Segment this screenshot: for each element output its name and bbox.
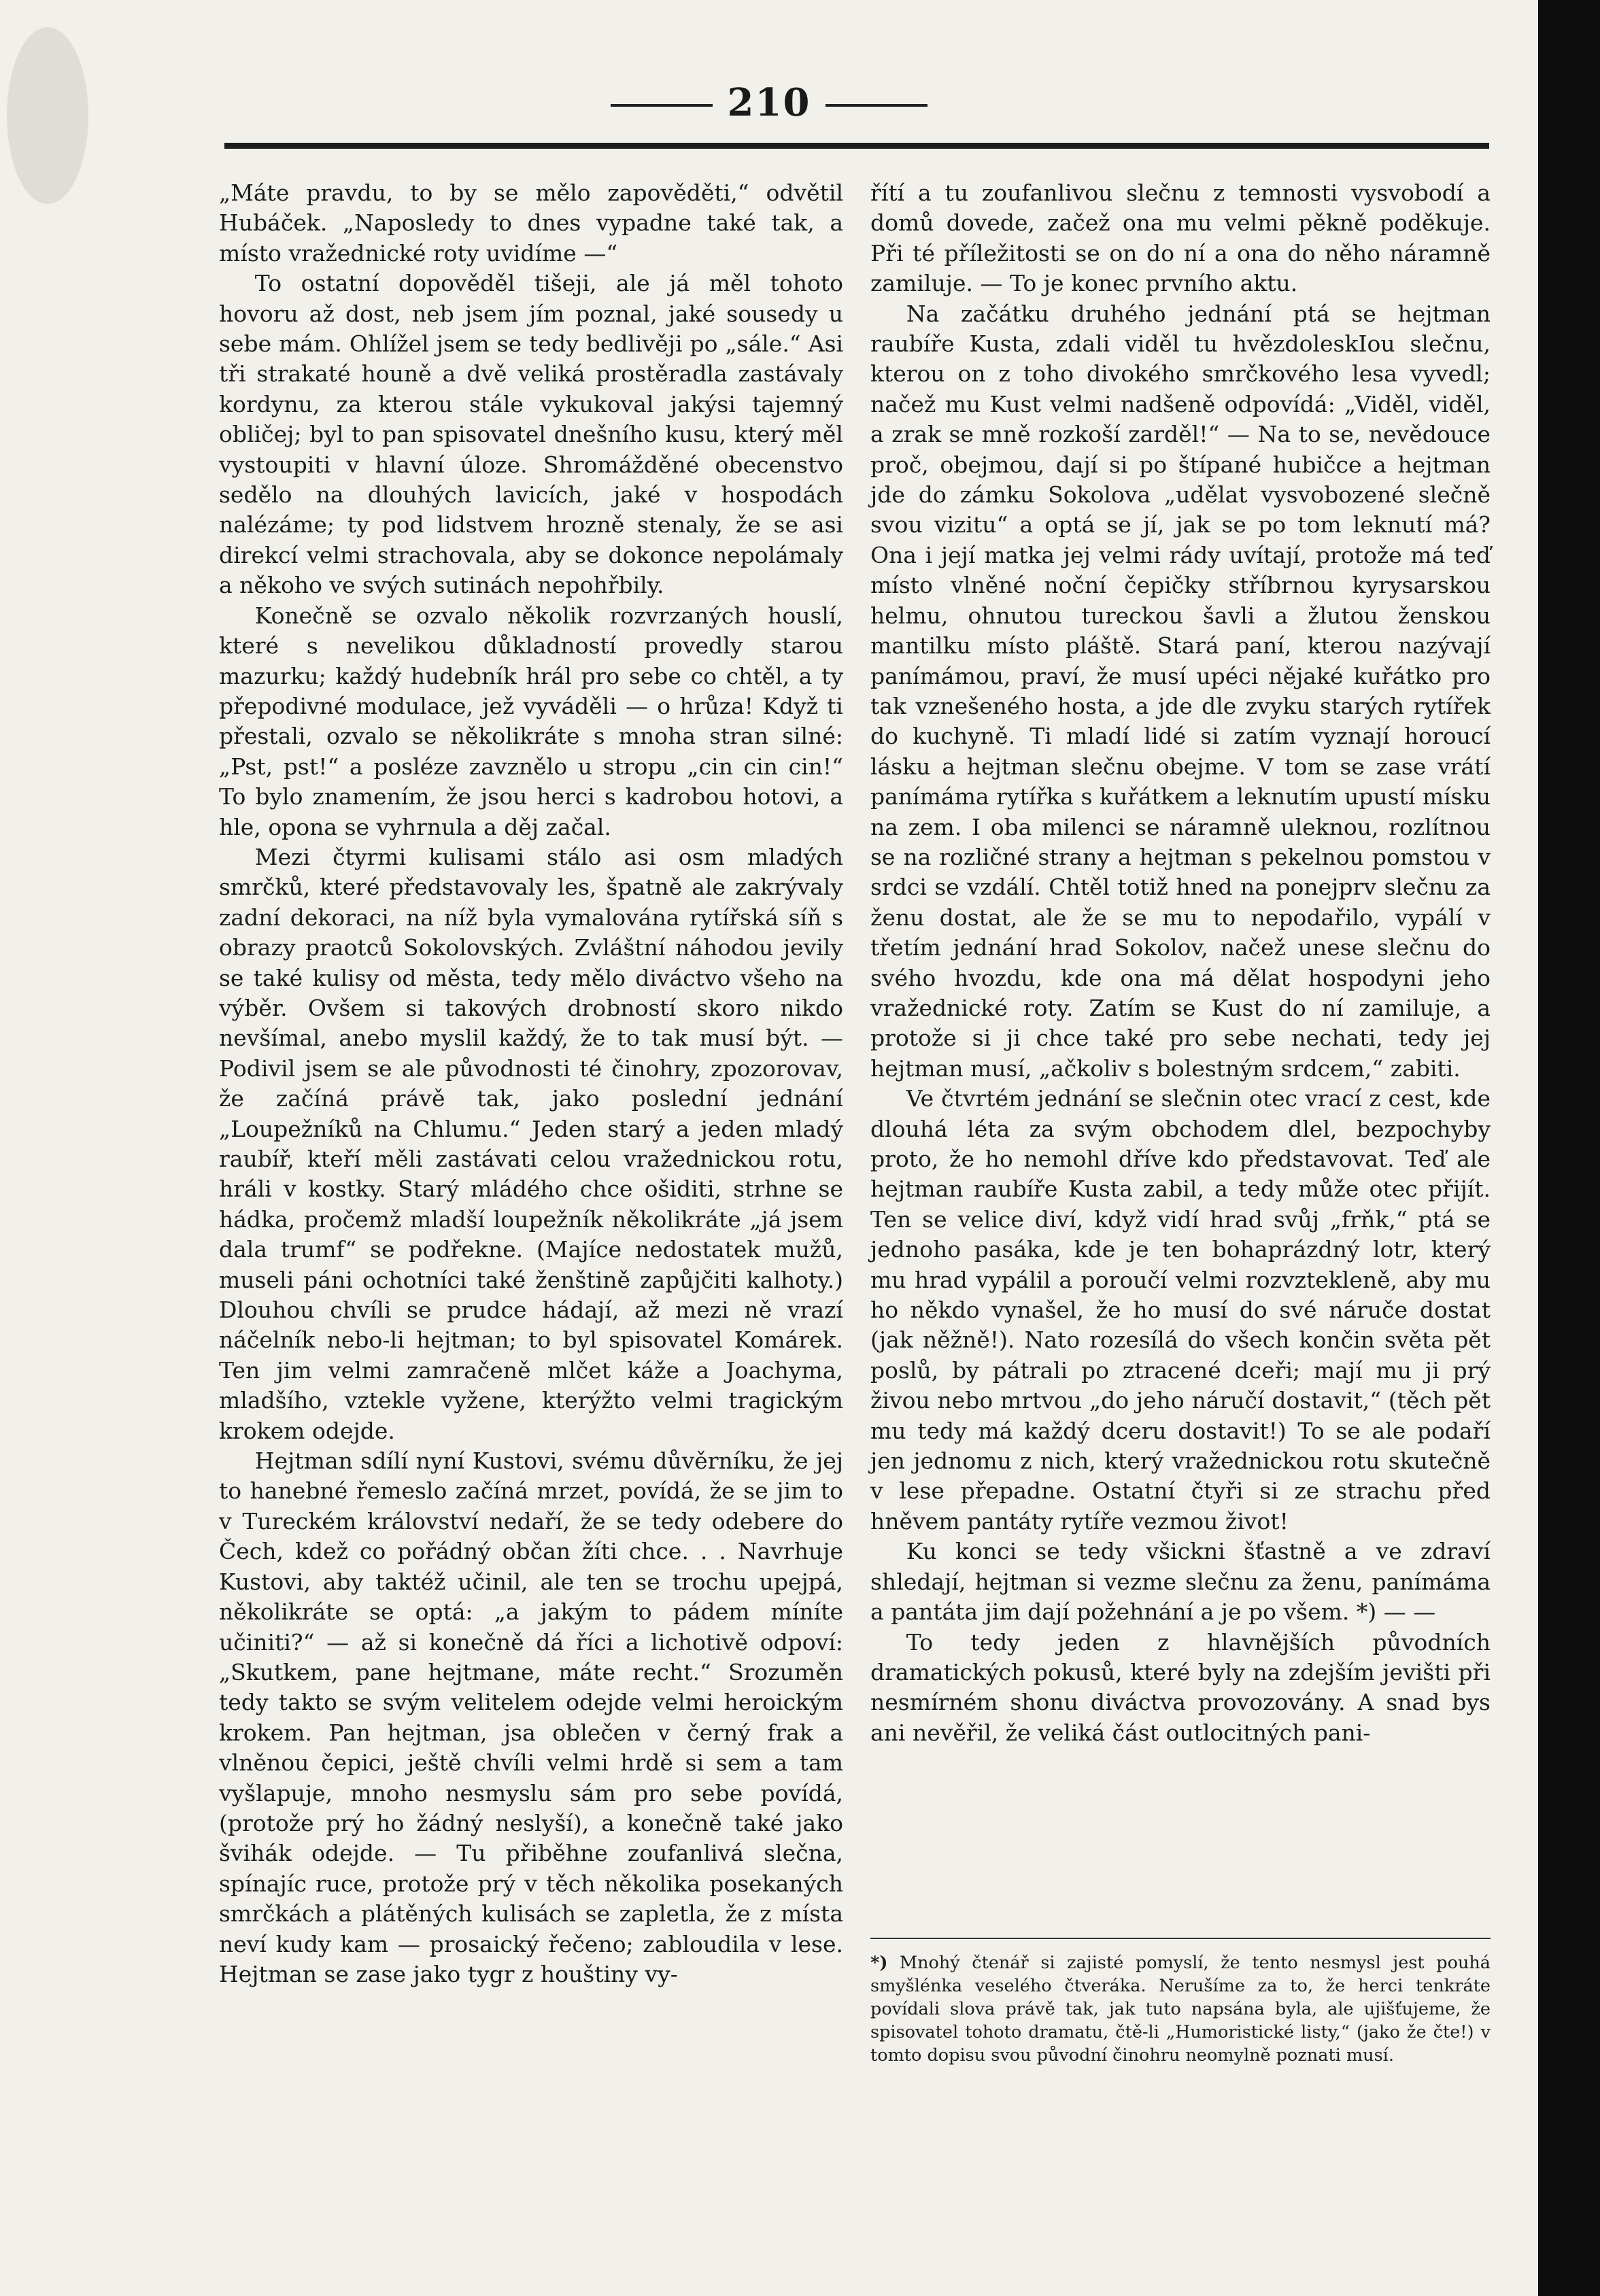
footnote-rule	[870, 1938, 1491, 1939]
right-paragraph-3: Ve čtvrtém jednání se slečnin otec vrací z cest, kde dlouhá léta za svým obchodem dlel, bezpochyby proto, že ho nemohl dříve kdo představovat. Teď ale hejtman raubíře Kusta zabil, a tedy může otec přijít. Ten se velice diví, když vidí hrad svůj „frňk,“ ptá se jednoho pasáka, kde je ten bohaprázdný lotr, který mu hrad vypálil a poroučí velmi rozvztekleně, aby mu ho někdo vynašel, že ho musí do své náruče dostat (jak něžně!). Nato rozesílá do všech končin světa pět poslů, by pátrali po ztracené dceři; mají mu ji prý živou nebo mrtvou „do jeho náručí dostavit,“ (těch pět mu tedy má každý dceru dostavit!) To se ale podaří jen jednomu z nich, který vražednickou rotu skutečně v lese přepadne. Ostatní čtyři si ze strachu před hněvem pantáty rytíře vezmou život!	[870, 1085, 1491, 1535]
right-paragraph-2: Na začátku druhého jednání ptá se hejtman raubíře Kusta, zdali viděl tu hvězdoleskIou slečnu, kterou on z toho divokého smrčkového lesa vyvedl; načež mu Kust velmi nadšeně odpovídá: „Viděl, viděl, a zrak se mně rozkoší zarděl!“ — Na to se, nevědouce proč, obejmou, dají si po štípané hubičce a hejtman jde do zámku Sokolova „udělat vysvobozené slečně svou vizitu“ a optá se jí, jak se po tom leknutí má? Ona i její matka jej velmi rády uvítají, protože má teď místo vlněné noční čepičky stříbrnou kyrysarskou helmu, ohnutou tureckou šavli a žlutou ženskou mantilku místo pláště. Stará paní, kterou nazývají panímámou, praví, že musí upéci nějaké kuřátko pro tak vznešeného hosta, a jde dle zvyku starých rytířek do kuchyně. Ti mladí lidé si zatím vyznají horoucí lásku a hejtman slečnu obejme. V tom se zase vrátí panímáma rytířka s kuřátkem a leknutím upustí mísku na zem. I oba milenci se náramně uleknou, rozlítnou se na rozličné strany a hejtman s pekelnou pomstou v srdci se vzdálí. Chtěl totiž hned na ponejprv slečnu za ženu dostat, ale že se mu to nepodařilo, vypálí v třetím jednání hrad Sokolov, načež unese slečnu do svého hvozdu, kde ona má dělat hospodyni jeho vražednické roty. Zatím se Kust do ní zamiluje, a protože si ji chce také pro sebe nechati, tedy jej hejtman musí, „ačkoliv s bolestným srdcem,“ zabiti.	[870, 300, 1491, 1082]
left-paragraph-1: „Máte pravdu, to by se mělo zapověděti,“ odvětil Hubáček. „Naposledy to dnes vypadne také tak, a místo vražednické roty uvidíme —“	[219, 179, 843, 267]
footnote	[870, 1951, 1491, 2067]
left-column	[219, 178, 843, 1989]
left-paragraph-5: Hejtman sdílí nyní Kustovi, svému důvěrníku, že jej to hanebné řemeslo začíná mrzet, povídá, že se jim to v Tureckém království nedaří, že se tedy odebere do Čech, kdež co pořádný občan žíti chce. . . Navrhuje Kustovi, aby taktéž učinil, ale ten se trochu upejpá, několikráte se optá: „a jakým to pádem míníte učiniti?“ — až si konečně dá říci a lichotivě odpoví: „Skutkem, pane hejtmane, máte recht.“ Srozuměn tedy takto se svým velitelem odejde velmi heroickým krokem. Pan hejtman, jsa oblečen v černý frak a vlněnou čepici, ještě chvíli velmi hrdě si sem a tam vyšlapuje, mnoho nesmyslu sám pro sebe povídá, (protože prý ho žádný neslyší), a konečně také jako švihák odejde. — Tu přiběhne zoufanlivá slečna, spínajíc ruce, protože prý v těch několika posekaných smrčkách a plátěných kulisách se zapletla, že z místa neví kudy kam — prosaický řečeno; zabloudila v lese. Hejtman se zase jako tygr z houštiny vy-	[219, 1447, 843, 1987]
right-column	[870, 178, 1491, 1748]
left-paragraph-4: Mezi čtyrmi kulisami stálo asi osm mladých smrčků, které představovaly les, špatně ale zakrývaly zadní dekoraci, na níž byla vymalována rytířská síň s obrazy praotců Sokolovských. Zvláštní náhodou jevily se také kulisy od města, tedy mělo diváctvo všeho na výběr. Ovšem si takových drobností skoro nikdo nevšímal, anebo myslil každý, že to tak musí být. — Podivil jsem se ale původnosti té činohry, zpozorovav, že začíná právě tak, jako poslední jednání „Loupežníků na Chlumu.“ Jeden starý a jeden mladý raubíř, kteří měli zastávati celou vražednickou rotu, hráli v kostky. Starý mládého chce ošiditi, strhne se hádka, pročemž mladší loupežník několikráte „já jsem dala trumf“ se podřekne. (Majíce nedostatek mužů, museli páni ochotníci také ženštině zapůjčiti kalhoty.) Dlouhou chvíli se prudce hádají, až mezi ně vrazí náčelník nebo-li hejtman; to byl spisovatel Komárek. Ten jim velmi zamračeně mlčet káže a Joachyma, mladšího, vztekle vyžene, kterýžto velmi tragickým krokem odejde.	[219, 843, 843, 1444]
page-number-dash-right	[825, 104, 927, 107]
footnote-text: Mnohý čtenář si zajisté pomyslí, že tento nesmysl jest pouhá smyšlénka veselého čtveráka. Nerušíme za to, že herci tenkráte povídali slova právě tak, jak tuto napsána byla, ale ujišťujeme, že spisovatel tohoto dramatu, čtě-li „Humoristické listy,“ (jako že čte!) v tomto dopisu svou původní činohru neomylně poznati musí.	[870, 1953, 1491, 2066]
right-paragraph-5: To tedy jeden z hlavnějších původních dramatických pokusů, které byly na zdejším jevišti při nesmírném shonu diváctva provozovány. A snad bys ani nevěřil, že veliká část outlocitných pani-	[870, 1628, 1491, 1746]
left-paragraph-3: Konečně se ozvalo několik rozvrzaných houslí, které s nevelikou důkladností provedly starou mazurku; každý hudebník hrál pro sebe co chtěl, a ty přepodivné modulace, jež vyváděli — o hrůza! Když ti přestali, ozvalo se několikráte s mnoha stran silné: „Pst, pst!“ a posléze zavznělo u stropu „cin cin cin!“ To bylo znamením, že jsou herci s kadrobou hotovi, a hle, opona se vyhrnula a děj začal.	[219, 602, 843, 840]
right-paragraph-4: Ku konci se tedy všickni šťastně a ve zdraví shledají, hejtman si vezme slečnu za ženu, panímáma a pantáta jim dají požehnání a je po všem. *) — —	[870, 1538, 1491, 1626]
scan-border-right	[1538, 0, 1600, 2296]
left-paragraph-2: To ostatní dopověděl tišeji, ale já měl tohoto hovoru až dost, neb jsem jím poznal, jaké sousedy u sebe mám. Ohlížel jsem se tedy bedlivěji po „sále.“ Asi tři strakaté houně a dvě veliká prostěradla zastávaly kordynu, za kterou stále vykukoval jakýsi tajemný obličej; byl to pan spisovatel dnešního kusu, který měl vystoupiti v hlavní úloze. Shromážděné obecenstvo sedělo na dlouhých lavicích, jaké v hospodách nalézáme; ty pod lidstvem hrozně stenaly, že se asi direkcí velmi strachovala, aby se dokonce nepolámaly a někoho ve svých sutinách nepohřbily.	[219, 270, 843, 599]
page-number	[0, 80, 1538, 125]
page-number-text: 210	[727, 80, 811, 125]
footnote-mark: *)	[870, 1953, 888, 1973]
header-rule	[224, 143, 1489, 149]
page-number-dash-left	[611, 104, 713, 107]
right-paragraph-1: řítí a tu zoufanlivou slečnu z temnosti vysvobodí a domů dovede, začež ona mu velmi pěkně poděkuje. Při té příležitosti se on do ní a ona do něho náramně zamiluje. — To je konec prvního aktu.	[870, 179, 1491, 297]
